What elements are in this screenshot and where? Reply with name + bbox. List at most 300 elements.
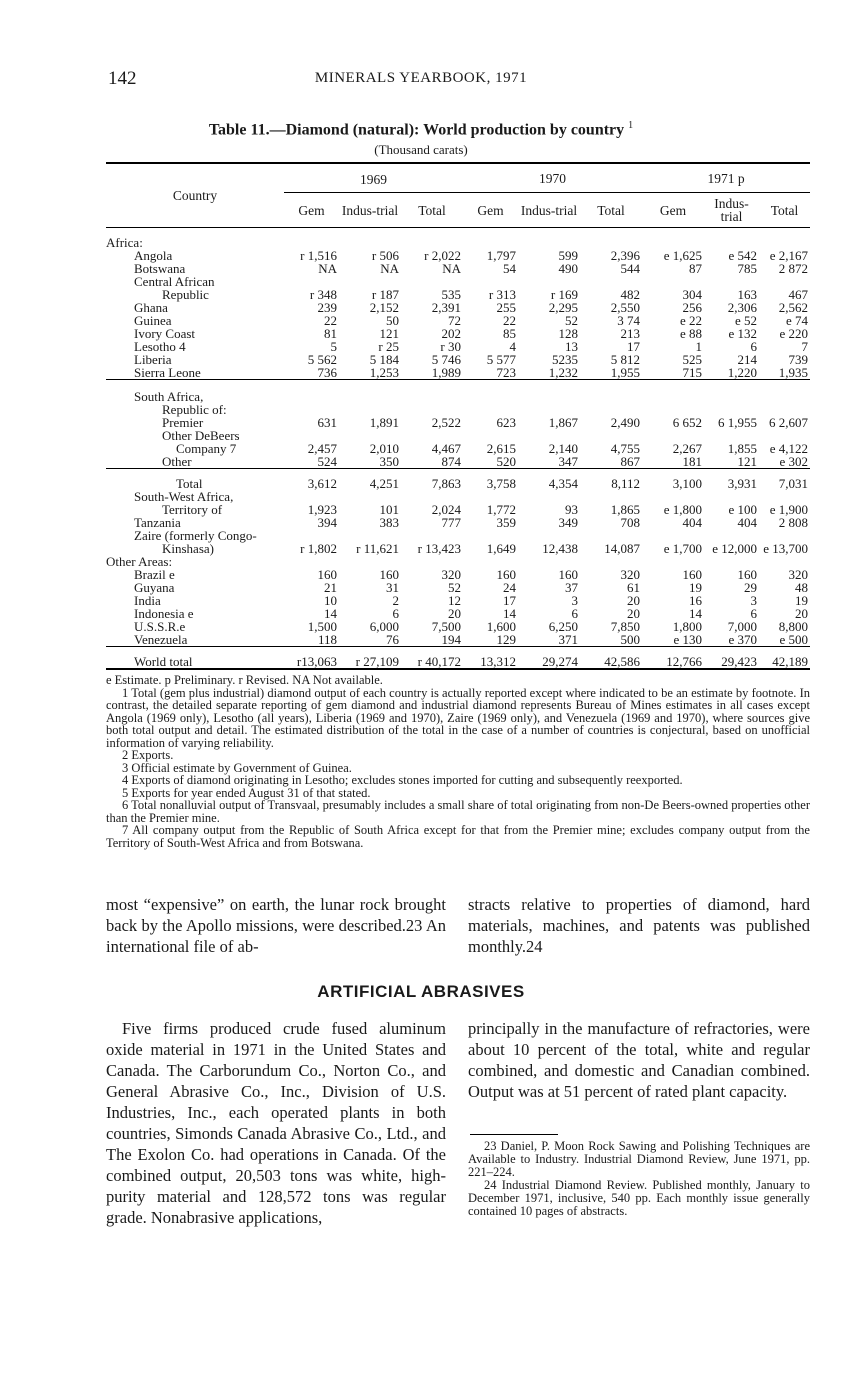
table-cell (401, 228, 463, 250)
row-label: South-West Africa, (134, 489, 234, 504)
table-cell: 7,500 (431, 619, 461, 634)
table-cell (284, 228, 339, 250)
table-cell: 14 (324, 606, 337, 621)
table-cell: r 506 (371, 248, 399, 263)
row-label: Zaire (formerly Congo- (134, 528, 257, 543)
table-cell: 42,189 (772, 654, 808, 669)
table-cell: 16 (689, 593, 702, 608)
table-cell (642, 228, 704, 250)
table-cell: 87 (689, 261, 702, 276)
table-cell: 160 (737, 567, 757, 582)
table-cell: 320 (788, 567, 808, 582)
row-label: Other Areas: (106, 554, 173, 569)
table-cell: e 500 (779, 632, 808, 647)
year-header: 1971 p (707, 170, 745, 186)
table-cell (704, 228, 759, 250)
column-header: Gem (463, 193, 518, 228)
table-cell: 4,755 (610, 441, 640, 456)
table-cell (339, 380, 401, 404)
table-row (106, 455, 810, 469)
table-cell: 2,140 (548, 441, 578, 456)
table-cell: r 1,802 (300, 541, 337, 556)
table-cell: 304 (682, 287, 702, 302)
table-cell: 37 (565, 580, 578, 595)
row-label: Other (162, 454, 192, 469)
column-header: Gem (284, 193, 339, 228)
table-cell: 3 74 (617, 313, 640, 328)
row-label: Guyana (134, 580, 175, 595)
table-cell: 8,800 (778, 619, 808, 634)
table-cell: 500 (620, 632, 640, 647)
production-table (106, 162, 810, 670)
table-cell: 520 (496, 454, 516, 469)
table-note: 3 Official estimate by Government of Guinea. (122, 760, 352, 775)
row-label: Republic (162, 287, 209, 302)
table-cell: 6,000 (369, 619, 399, 634)
table-title-footnote: 1 (628, 120, 634, 131)
table-cell (401, 380, 463, 404)
row-label: U.S.S.R.e (134, 619, 186, 634)
table-cell: 42,586 (604, 654, 640, 669)
table-cell: e 302 (779, 454, 808, 469)
row-label: World total (134, 654, 193, 669)
table-cell: 739 (788, 352, 808, 367)
table-cell: 5 184 (369, 352, 399, 367)
row-label: Guinea (134, 313, 172, 328)
table-cell: r13,063 (296, 654, 337, 669)
table-cell: 14,087 (604, 541, 640, 556)
table-cell: r 27,109 (355, 654, 399, 669)
table-cell: r 2,022 (424, 248, 461, 263)
column-header: Total (580, 193, 642, 228)
table-cell: 22 (324, 313, 337, 328)
table-cell: 2,152 (369, 300, 399, 315)
table-cell: 394 (317, 515, 337, 530)
footnote: 23 Daniel, P. Moon Rock Sawing and Polishing Techniques are Available to Industry. Industrial Diamond Review, June 1971, pp. 221–224. (468, 1139, 810, 1179)
table-cell: 6 (750, 339, 757, 354)
table-cell: 3 (750, 593, 757, 608)
table-cell: 4 (509, 339, 516, 354)
table-cell: e 370 (728, 632, 757, 647)
row-label: Brazil e (134, 567, 175, 582)
body-text-right-2: principally in the manufacture of refractories, were about 10 percent of the total, white and regular combined, and domestic and Canadian combined. Output was at 51 percent of rated plant capacity. (468, 1019, 810, 1101)
table-row (106, 366, 810, 380)
table-cell: 2,490 (610, 415, 640, 430)
table-cell (284, 380, 339, 404)
column-header: Total (401, 193, 463, 228)
body-text-right: stracts relative to properties of diamond, hard materials, machines, and patents was published monthly.24 (468, 895, 810, 956)
table-cell: 29,423 (721, 654, 757, 669)
table-cell: r 187 (371, 287, 399, 302)
row-label: Botswana (134, 261, 186, 276)
table-cell: e 1,900 (769, 502, 808, 517)
column-header: Indus-trial (704, 193, 759, 228)
table-cell: 1,772 (486, 502, 516, 517)
table-cell: r 40,172 (417, 654, 461, 669)
table-cell: 371 (558, 632, 578, 647)
table-cell: 29 (744, 580, 757, 595)
row-label: Indonesia e (134, 606, 194, 621)
section-title: ARTIFICIAL ABRASIVES (317, 982, 525, 1001)
table-cell: 2,550 (610, 300, 640, 315)
table-row (106, 380, 810, 404)
table-cell: 1,989 (431, 365, 461, 380)
row-label: Ivory Coast (134, 326, 196, 341)
table-cell: 2 (392, 593, 399, 608)
table-cell: 128 (558, 326, 578, 341)
table-cell: 404 (682, 515, 702, 530)
table-cell (759, 228, 810, 250)
table-cell: 623 (496, 415, 516, 430)
table-cell: 61 (627, 580, 640, 595)
table-row (106, 647, 810, 670)
footnotes (468, 1140, 810, 1218)
table-cell: 29,274 (542, 654, 578, 669)
table-cell (518, 380, 580, 404)
table-cell: 2,010 (369, 441, 399, 456)
country-header: Country (106, 163, 284, 228)
table-cell: 213 (620, 326, 640, 341)
table-cell: 20 (627, 593, 640, 608)
year-header: 1970 (539, 170, 566, 186)
footnote-rule (470, 1134, 558, 1135)
table-cell: 736 (317, 365, 337, 380)
table-cell: 160 (379, 567, 399, 582)
table-cell: 2,267 (672, 441, 702, 456)
table-cell: r 348 (309, 287, 337, 302)
table-cell: 121 (737, 454, 757, 469)
row-label: Total (176, 476, 203, 491)
table-row (106, 542, 810, 555)
table-cell: 6 (392, 606, 399, 621)
table-cell (518, 228, 580, 250)
row-label: Republic of: (162, 402, 227, 417)
table-cell: e 220 (779, 326, 808, 341)
table-cell: 1,891 (369, 415, 399, 430)
table-units: (Thousand carats) (374, 142, 468, 157)
table-cell: e 1,625 (663, 248, 702, 263)
table-cell: 320 (620, 567, 640, 582)
table-cell: 1,867 (548, 415, 578, 430)
table-cell: 1,500 (307, 619, 337, 634)
table-cell: e 4,122 (769, 441, 808, 456)
table-cell: 723 (496, 365, 516, 380)
table-cell: 2 808 (778, 515, 808, 530)
row-label: India (134, 593, 161, 608)
table-cell: 5 746 (431, 352, 461, 367)
table-cell: 1,253 (369, 365, 399, 380)
table-cell: 490 (558, 261, 578, 276)
table-cell: 19 (795, 593, 808, 608)
table-cell: 13 (565, 339, 578, 354)
table-cell: 76 (386, 632, 399, 647)
table-cell: 524 (317, 454, 337, 469)
table-cell: 3,612 (307, 476, 337, 491)
table-cell: 359 (496, 515, 516, 530)
table-cell: 255 (496, 300, 516, 315)
table-cell: r 313 (488, 287, 516, 302)
row-label: Central African (134, 274, 215, 289)
table-cell: 10 (324, 593, 337, 608)
row-label: Tanzania (134, 515, 181, 530)
table-cell: 7 (801, 339, 808, 354)
table-cell: 4,467 (431, 441, 461, 456)
table-cell: 350 (379, 454, 399, 469)
table-cell: 81 (324, 326, 337, 341)
table-cell (642, 380, 704, 404)
row-label: Other DeBeers (162, 428, 240, 443)
footnote: 24 Industrial Diamond Review. Published monthly, January to December 1971, inclusive, 540 pp. Each monthly issue generally contained 10 pages of abstracts. (468, 1178, 810, 1218)
table-cell: e 74 (785, 313, 808, 328)
column-header: Indus-trial (518, 193, 580, 228)
table-note: 6 Total nonalluvial output of Transvaal, presumably includes a small share of total originating from non-De Beers-owned properties other than the Premier mine. (106, 798, 810, 825)
table-cell: 6 (571, 606, 578, 621)
table-cell: 13,312 (480, 654, 516, 669)
table-cell (463, 228, 518, 250)
table-cell: e 1,800 (663, 502, 702, 517)
table-cell: 2,391 (431, 300, 461, 315)
table-cell: 482 (620, 287, 640, 302)
table-cell: 239 (317, 300, 337, 315)
table-cell: 2,457 (307, 441, 337, 456)
table-cell: 5235 (552, 352, 578, 367)
table-cell: 12,438 (542, 541, 578, 556)
table-cell: 129 (496, 632, 516, 647)
table-cell: 7,863 (431, 476, 461, 491)
row-label: Angola (134, 248, 173, 263)
table-cell: 52 (448, 580, 461, 595)
table-cell: 1,955 (610, 365, 640, 380)
table-cell: 5 812 (610, 352, 640, 367)
table-cell: 867 (620, 454, 640, 469)
table-cell: 12 (448, 593, 461, 608)
table-cell: 101 (379, 502, 399, 517)
table-cell: 14 (689, 606, 702, 621)
table-cell: NA (318, 261, 337, 276)
table-cell: 4,354 (548, 476, 578, 491)
table-cell: r 1,516 (300, 248, 337, 263)
row-label: Ghana (134, 300, 168, 315)
table-cell: 181 (682, 454, 702, 469)
table-cell: 20 (795, 606, 808, 621)
row-label: Lesotho 4 (134, 339, 186, 354)
table-cell: 7,031 (778, 476, 808, 491)
table-cell (759, 380, 810, 404)
table-cell: 12,766 (666, 654, 702, 669)
table-cell: 72 (448, 313, 461, 328)
table-cell: 7,850 (610, 619, 640, 634)
table-cell (580, 228, 642, 250)
table-cell: 1 (695, 339, 702, 354)
table-cell: 467 (788, 287, 808, 302)
table-cell: e 100 (728, 502, 757, 517)
table-cell: 1,649 (486, 541, 516, 556)
table-cell: 5 (330, 339, 337, 354)
column-header: Gem (642, 193, 704, 228)
table-cell: 256 (682, 300, 702, 315)
table-cell: 14 (503, 606, 516, 621)
table-cell: 631 (317, 415, 337, 430)
table-cell: 1,232 (548, 365, 578, 380)
table-cell: 163 (737, 287, 757, 302)
table-cell: 85 (503, 326, 516, 341)
table-cell: 1,797 (486, 248, 516, 263)
table-cell: 8,112 (611, 476, 640, 491)
table-note: 1 Total (gem plus industrial) diamond output of each country is actually reported except where indicated to be an estimate by footnote. In contrast, the detailed separate reporting of gem diamond and industrial diamond represents Bureau of Mines estimates in all cases except Angola (1969 only), Lesotho (all years), Liberia (1969 and 1970), Zaire (1969 only), and Venezuela (1969 and 1970), where sources give both total output and detail. The estimated distribution of the total in the case of a number of countries is conjectural, based on unofficial information of varying reliability. (106, 685, 810, 750)
table-cell: 6 2,607 (769, 415, 808, 430)
table-cell: 874 (441, 454, 461, 469)
table-cell: 349 (558, 515, 578, 530)
table-cell: NA (442, 261, 461, 276)
column-header: Indus-trial (339, 193, 401, 228)
table-cell: 785 (737, 261, 757, 276)
row-label: Kinshasa) (162, 541, 214, 556)
table-cell (580, 380, 642, 404)
table-cell: 3,100 (672, 476, 702, 491)
table-title (0, 120, 842, 139)
table-cell: 1,855 (727, 441, 757, 456)
table-note: 7 All company output from the Republic of South Africa except for that from the Premier mine; excludes company output from the Territory of South-West Africa and from Botswana. (106, 823, 810, 850)
table-cell: e 1,700 (663, 541, 702, 556)
table-cell (704, 380, 759, 404)
table-cell: e 52 (734, 313, 757, 328)
table-cell: 118 (317, 632, 337, 647)
table-cell: 2 872 (778, 261, 808, 276)
table-cell: 202 (441, 326, 461, 341)
row-label: Liberia (134, 352, 172, 367)
table-cell: e 2,167 (769, 248, 808, 263)
table-cell: 715 (682, 365, 702, 380)
table-row (106, 633, 810, 647)
table-cell: 2,615 (486, 441, 516, 456)
table-cell: 383 (379, 515, 399, 530)
table-cell: e 132 (728, 326, 757, 341)
table-cell: 2,295 (548, 300, 578, 315)
row-label: Venezuela (134, 632, 188, 647)
table-cell: 2,024 (431, 502, 461, 517)
table-cell: 31 (386, 580, 399, 595)
table-cell: NA (380, 261, 399, 276)
table-cell: 21 (324, 580, 337, 595)
table-row (106, 228, 810, 250)
table-cell: r 169 (550, 287, 578, 302)
table-cell: 160 (317, 567, 337, 582)
table-cell: 24 (503, 580, 516, 595)
table-cell: 194 (441, 632, 461, 647)
table-cell: 3,758 (486, 476, 516, 491)
table-cell: 6 (750, 606, 757, 621)
table-cell: 2,306 (727, 300, 757, 315)
table-cell: 5 562 (307, 352, 337, 367)
body-text-left-2: Five firms produced crude fused aluminum oxide material in 1971 in the United States and Canada. The Carborundum Co., Norton Co., and General Abrasive Co., Inc., Division of U.S. Industries, Inc., each operated plants in both countries, Simonds Canada Abrasive Co., Ltd., and The Exolon Co. had operations in Canada. Of the combined output, 20,503 tons was white, high-purity material and 128,572 tons was regular grade. Nonabrasive applications, (106, 1019, 446, 1227)
table-note: 5 Exports for year ended August 31 of that stated. (122, 785, 371, 800)
table-cell: e 12,000 (712, 541, 757, 556)
column-header: Total (759, 193, 810, 228)
table-cell: 347 (558, 454, 578, 469)
table-cell: 6,250 (548, 619, 578, 634)
table-cell: r 13,423 (417, 541, 461, 556)
table-cell: 320 (441, 567, 461, 582)
table-cell: 1,923 (307, 502, 337, 517)
table-notes (106, 674, 810, 849)
table-cell: 2,562 (778, 300, 808, 315)
row-label: Territory of (162, 502, 223, 517)
table-cell: 7,000 (727, 619, 757, 634)
table-cell: 48 (795, 580, 808, 595)
table-cell: 214 (737, 352, 757, 367)
table-note: 2 Exports. (122, 748, 174, 762)
table-cell: 160 (558, 567, 578, 582)
table-cell: e 130 (673, 632, 702, 647)
table-cell: 6 652 (672, 415, 702, 430)
table-cell: r 30 (440, 339, 461, 354)
table-cell: 3 (571, 593, 578, 608)
table-cell: 121 (379, 326, 399, 341)
table-cell: 6 1,955 (718, 415, 757, 430)
table-cell: 1,600 (486, 619, 516, 634)
table-cell: 54 (503, 261, 516, 276)
table-cell: 17 (503, 593, 516, 608)
page-number: 142 (108, 68, 137, 89)
table-cell (339, 228, 401, 250)
row-label: Premier (162, 415, 204, 430)
table-cell: 1,220 (727, 365, 757, 380)
table-note: e Estimate. p Preliminary. r Revised. NA Not available. (106, 673, 383, 687)
table-cell: 22 (503, 313, 516, 328)
table-cell: 544 (620, 261, 640, 276)
row-label: South Africa, (134, 389, 204, 404)
table-cell: 2,522 (431, 415, 461, 430)
table-row (106, 469, 810, 491)
running-title: MINERALS YEARBOOK, 1971 (314, 70, 528, 86)
table-cell: 50 (386, 313, 399, 328)
table-cell: 1,800 (672, 619, 702, 634)
table-cell: 535 (441, 287, 461, 302)
table-cell: 599 (558, 248, 578, 263)
table-cell: 17 (627, 339, 640, 354)
table-cell: 708 (620, 515, 640, 530)
row-label: Company 7 (176, 441, 237, 456)
table-cell (463, 380, 518, 404)
table-cell: e 88 (679, 326, 702, 341)
table-cell: 3,931 (727, 476, 757, 491)
table-cell: 160 (682, 567, 702, 582)
table-cell: 1,865 (610, 502, 640, 517)
row-label: Sierra Leone (134, 365, 201, 380)
table-cell: 1,935 (778, 365, 808, 380)
table-note: 4 Exports of diamond originating in Lesotho; excludes stones imported for cutting and subsequently reexported. (122, 773, 683, 787)
table-cell: 93 (565, 502, 578, 517)
table-cell: r 11,621 (356, 541, 399, 556)
table-cell: e 13,700 (763, 541, 808, 556)
table-cell: r 25 (378, 339, 399, 354)
table-cell: 2,396 (610, 248, 640, 263)
table-cell: e 22 (679, 313, 702, 328)
table-cell: e 542 (728, 248, 757, 263)
table-cell: 160 (496, 567, 516, 582)
body-text-left: most “expensive” on earth, the lunar rock brought back by the Apollo missions, were described.23 An international file of ab- (106, 895, 446, 956)
table-cell: 20 (448, 606, 461, 621)
table-cell: 404 (737, 515, 757, 530)
year-header: 1969 (360, 171, 387, 187)
table-cell: 4,251 (369, 476, 399, 491)
table-cell: 19 (689, 580, 702, 595)
table-cell: 525 (682, 352, 702, 367)
table-cell: 52 (565, 313, 578, 328)
table-title-text: Table 11.—Diamond (natural): World production by country (208, 121, 625, 139)
table-cell: 5 577 (486, 352, 516, 367)
row-label: Africa: (106, 235, 143, 250)
